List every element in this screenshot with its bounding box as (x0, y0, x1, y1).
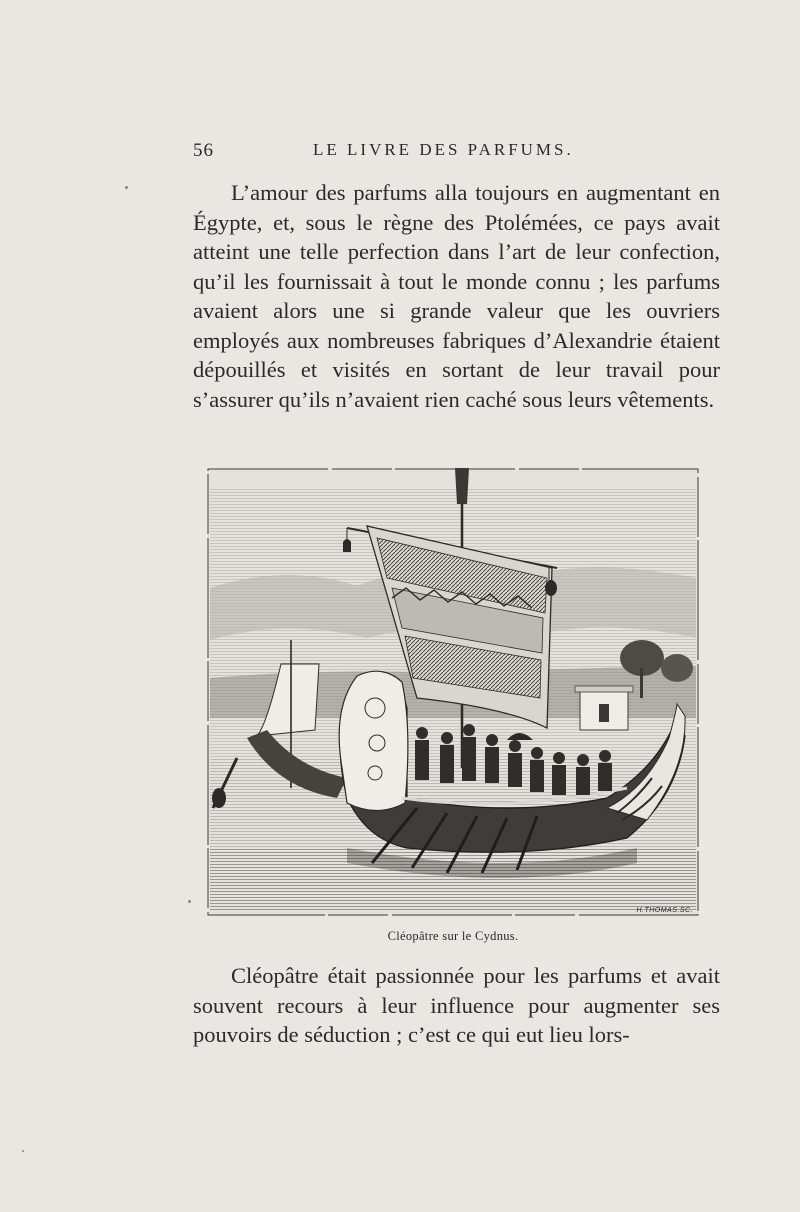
illustration (207, 468, 699, 916)
paragraph: L’amour des parfums alla toujours en augmentant en Égypte, et, sous le règne des Ptolémées, ce pays avait atteint une telle perfection dans l’art de leur confection, qu’il les fournissait à tout le monde connu ; les parfums avaient alors une si grande valeur que les ouvriers employés aux nombreuses fabriques d’Alexandrie étaient dépouillés et visités en sortant de leur travail pour s’assurer qu’ils n’avaient rien caché sous leurs vêtements. (193, 180, 720, 412)
engraving-cleopatra-barge (207, 468, 699, 916)
paper-speck (188, 900, 191, 903)
running-title: LE LIVRE DES PARFUMS. (313, 140, 574, 159)
page-number: 56 (193, 140, 214, 161)
page-header (193, 140, 713, 164)
figure-caption: Cléopâtre sur le Cydnus. (387, 929, 519, 943)
paper-speck (125, 186, 128, 189)
engraver-signature: H.THOMAS.SC. (636, 907, 693, 914)
paper-speck (22, 1150, 24, 1152)
paragraph: Cléopâtre était passionnée pour les parfums et avait souvent recours à leur influence pour augmenter ses pouvoirs de séduction ; c’est ce qui eut lieu lors- (193, 963, 720, 1047)
